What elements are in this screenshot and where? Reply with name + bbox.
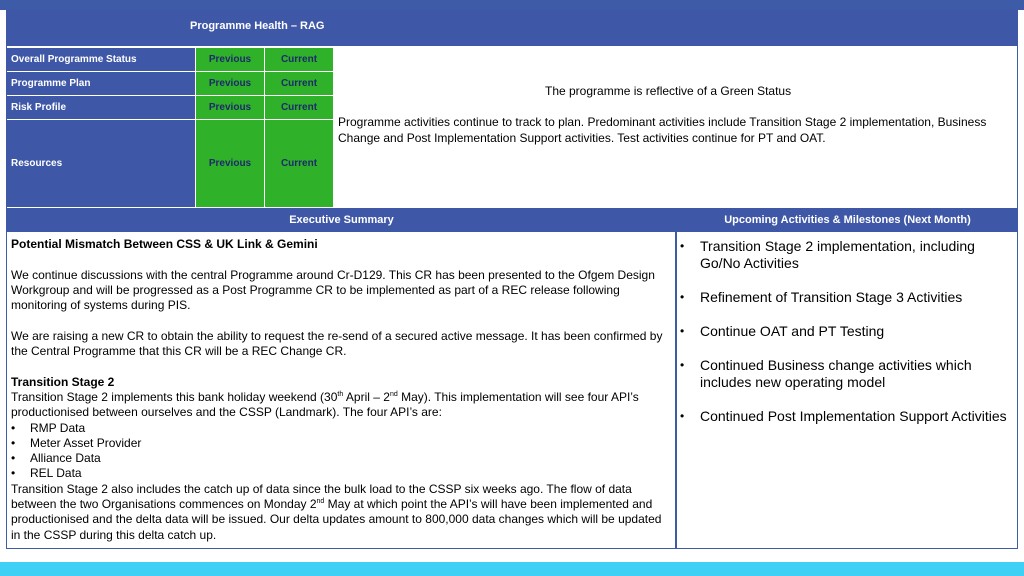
transition-stage-2-heading: Transition Stage 2 [11,374,115,389]
list-item: • Alliance Data [11,451,671,466]
status-headline: The programme is reflective of a Green Status [545,84,792,98]
list-item: • REL Data [11,466,671,481]
rag-label-risk-profile: Risk Profile [6,96,195,119]
api-list [11,421,671,482]
upcoming-activities-header: Upcoming Activities & Milestones (Next Month) [677,208,1018,232]
rag-header-bar [6,10,1018,46]
status-detail: Programme activities continue to track to plan. Predominant activities include Transition Stage 2 implementation, Business Change and Post Implementation Support activities. Test activities continue for PT and OAT. [338,115,987,145]
catch-up-paragraph: Transition Stage 2 also includes the catch up of data since the bulk load to the CSSP six weeks ago. The flow of data between the two Organisations commences on Monday 2nd May at which point the API’s will have been implemented and productionised and the delta data will be issued. Our delta updates amount to 800,000 data changes which will be updated in the CSSP during this delta catch up. [11,481,662,542]
rag-title: Programme Health – RAG [190,20,325,32]
bottom-strip [0,562,1024,576]
rag-previous-programme-plan: Previous [196,72,264,95]
list-item: • Continued Post Implementation Support Activities [680,408,1016,425]
list-item: • Transition Stage 2 implementation, including Go/No Activities [680,238,1016,272]
list-item: • Refinement of Transition Stage 3 Activities [680,289,1016,306]
new-cr-paragraph: We are raising a new CR to obtain the ability to request the re-send of a secured active message. It has been confirmed by the Central Programme that this CR will be a REC Change CR. [11,328,663,359]
executive-summary-body [11,237,671,543]
rag-current-risk-profile: Current [265,96,333,119]
upcoming-activities-list [680,238,1016,442]
rag-previous-overall-status: Previous [196,48,264,71]
mismatch-paragraph: We continue discussions with the central Programme around Cr-D129. This CR has been presented to the Ofgem Design Workgroup and will be progressed as a Post Programme CR to be implemented as part of a REC release following monitoring of systems during PIS. [11,267,655,313]
list-item: • Meter Asset Provider [11,436,671,451]
executive-summary-header: Executive Summary [6,208,677,232]
rag-label-resources: Resources [6,120,195,207]
rag-current-programme-plan: Current [265,72,333,95]
rag-label-overall-status: Overall Programme Status [6,48,195,71]
rag-current-overall-status: Current [265,48,333,71]
list-item: • RMP Data [11,421,671,436]
top-strip [0,0,1024,10]
list-item: • Continued Business change activities which includes new operating model [680,357,1016,391]
column-divider [675,232,677,549]
rag-previous-resources: Previous [196,120,264,207]
rag-label-programme-plan: Programme Plan [6,72,195,95]
list-item: • Continue OAT and PT Testing [680,323,1016,340]
mismatch-heading: Potential Mismatch Between CSS & UK Link & Gemini [11,237,318,251]
rag-previous-risk-profile: Previous [196,96,264,119]
rag-current-resources: Current [265,120,333,207]
transition-stage-2-paragraph: Transition Stage 2 implements this bank holiday weekend (30th April – 2nd May). This implementation will see four API’s productionised between ourselves and the CSSP (Landmark). The four API’s are: [11,389,639,420]
